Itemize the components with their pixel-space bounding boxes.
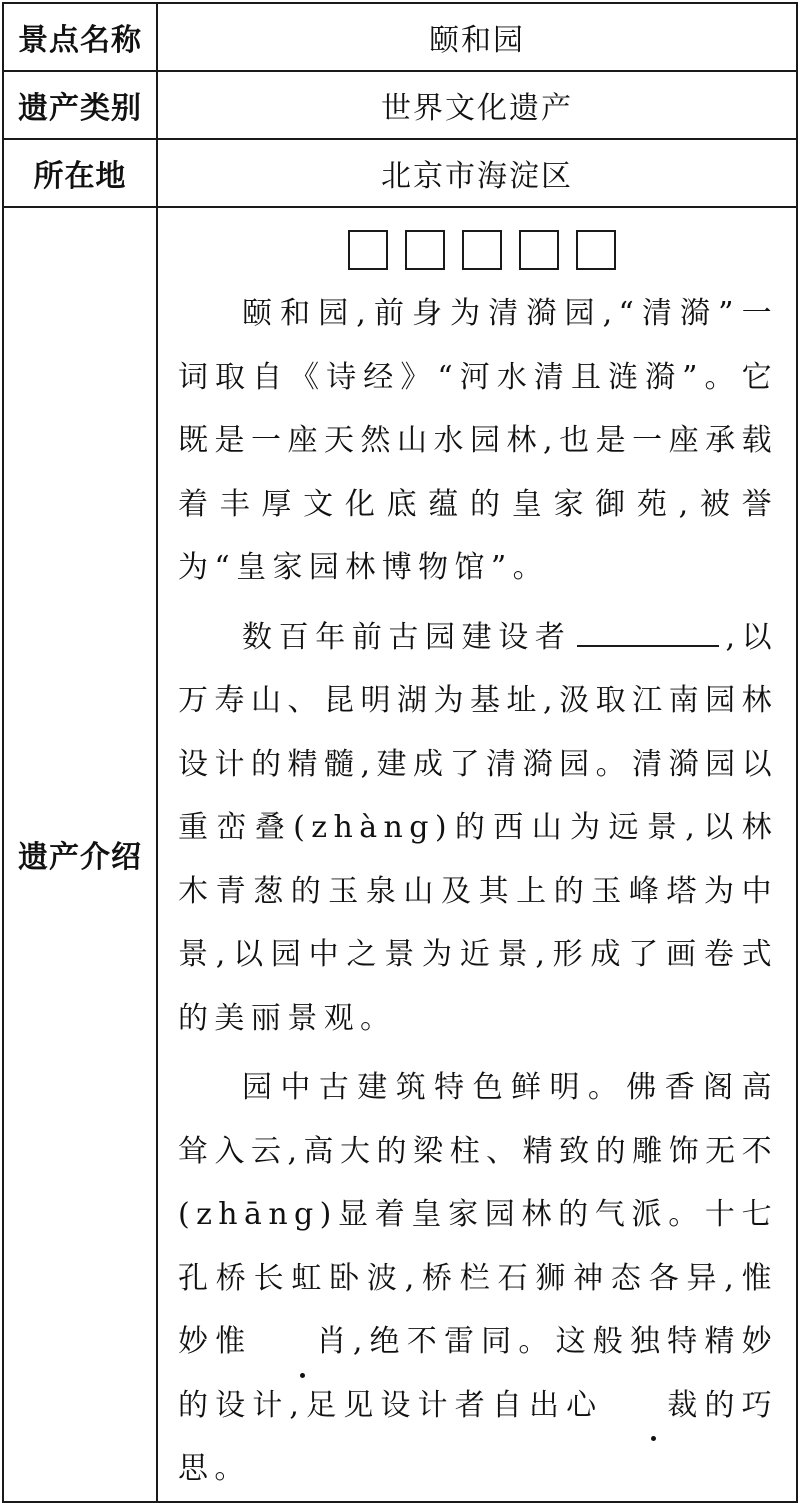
heritage-info-table	[2, 2, 798, 1503]
location-value: 北京市海淀区	[157, 139, 797, 207]
fill-in-blank[interactable]	[577, 611, 719, 647]
table-row-site-name	[3, 3, 797, 71]
title-answer-box[interactable]	[348, 230, 388, 270]
title-answer-box[interactable]	[462, 230, 502, 270]
paragraph-2-text-after-blank: ,以万寿山、昆明湖为基址,汲取江南园林设计的精髓,建成了清漪园。清漪园以重峦叠(zhàng)的西山为远景,以林木青葱的玉泉山及其上的玉峰塔为中景,以园中之景为近景,形成了画卷式的美丽景观。	[178, 619, 778, 1036]
location-label: 所在地	[3, 139, 157, 207]
heritage-intro-content	[157, 207, 797, 1502]
heritage-category-label: 遗产类别	[3, 71, 157, 139]
emphasis-dot-char: 裁	[603, 1374, 703, 1438]
table-row-heritage-intro	[3, 207, 797, 1502]
heritage-info-sheet	[2, 2, 798, 1486]
intro-paragraph-2	[178, 606, 778, 1051]
intro-paragraph-3	[178, 1056, 778, 1501]
site-name-value: 颐和园	[157, 3, 797, 71]
title-answer-boxes	[186, 230, 778, 274]
paragraph-3-text-c: 的巧思。	[178, 1387, 778, 1486]
emphasis-dot-char: 肖	[252, 1310, 352, 1374]
intro-paragraph-1: 颐和园,前身为清漪园,“清漪”一词取自《诗经》“河水清且涟漪”。它既是一座天然山水园林,也是一座承载着丰厚文化底蕴的皇家御苑,被誉为“皇家园林博物馆”。	[178, 296, 778, 585]
paragraph-2-text-before-blank: 数百年前古园建设者	[242, 619, 572, 655]
title-answer-box[interactable]	[405, 230, 445, 270]
paragraph-3-text-b: ,绝不雷同。这般独特精妙的设计,足见设计者自出心	[178, 1324, 778, 1423]
title-answer-box[interactable]	[519, 230, 559, 270]
heritage-intro-label: 遗产介绍	[3, 207, 157, 1502]
table-row-heritage-category	[3, 71, 797, 139]
paragraph-3-text-a: 园中古建筑特色鲜明。佛香阁高耸入云,高大的梁柱、精致的雕饰无不(zhāng)显着皇家园林的气派。十七孔桥长虹卧波,桥栏石狮神态各异,惟妙惟	[178, 1070, 778, 1359]
heritage-category-value: 世界文化遗产	[157, 71, 797, 139]
site-name-label: 景点名称	[3, 3, 157, 71]
table-row-location	[3, 139, 797, 207]
title-answer-box[interactable]	[576, 230, 616, 270]
